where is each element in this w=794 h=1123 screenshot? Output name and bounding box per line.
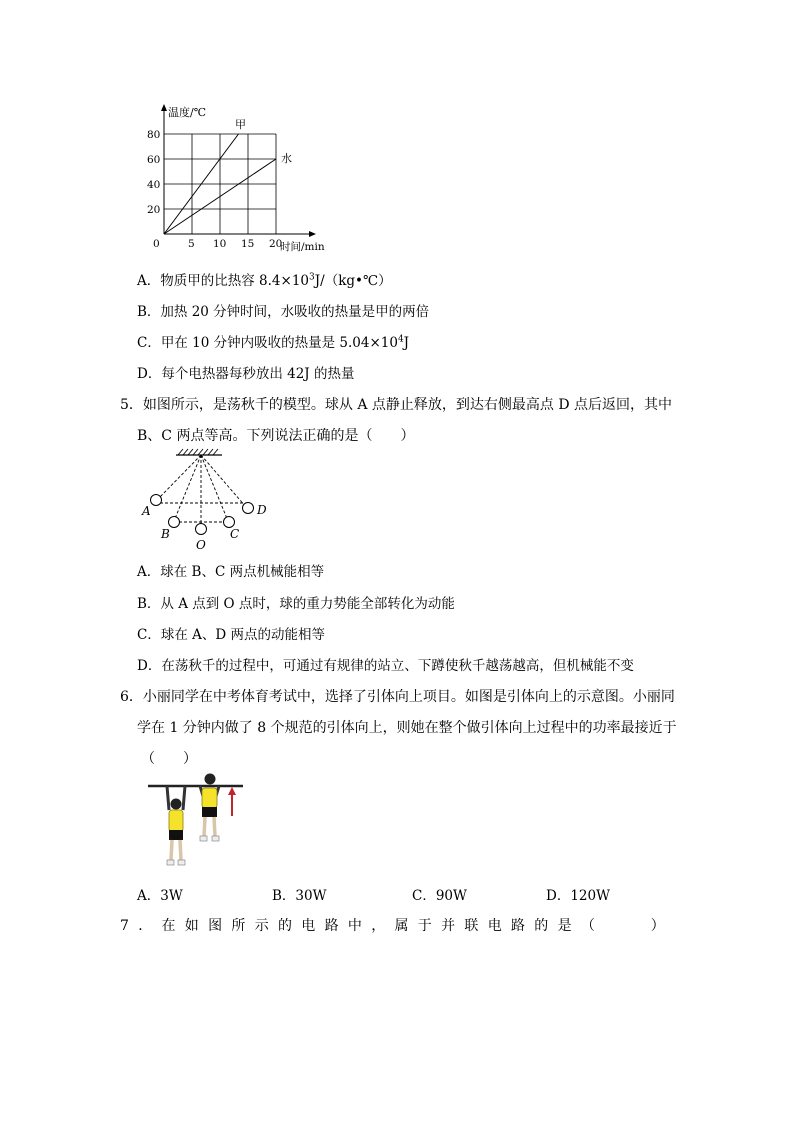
x-tick-label: 10	[213, 238, 227, 250]
q6-option-a: A．3W	[137, 888, 183, 904]
q4-option-c-prefix: C．甲在 10 分钟内吸收的热量是 5.04×10	[137, 335, 398, 351]
y-tick-label: 80	[147, 129, 161, 141]
q6-option-d: D．120W	[546, 888, 610, 904]
x-axis-label: 时间/min	[280, 241, 325, 253]
q4-option-a-prefix: A．物质甲的比热容 8.4×10	[137, 273, 309, 289]
q4-option-c-unit: J	[403, 335, 410, 351]
ball-c	[224, 517, 235, 528]
q4-option-b: B．加热 20 分钟时间，水吸收的热量是甲的两倍	[137, 304, 430, 320]
y-tick-label: 20	[147, 204, 161, 216]
q4-option-d: D．每个电热器每秒放出 42J 的热量	[137, 366, 355, 382]
string-to-a	[158, 455, 201, 499]
q5-option-c: C．球在 A、D 两点的动能相等	[137, 627, 325, 643]
girl-pulled-up	[200, 774, 219, 842]
label-b: B	[161, 527, 170, 541]
string-to-d	[201, 455, 246, 507]
x-tick-label: 20	[269, 238, 283, 250]
q5-option-b: B．从 A 点到 O 点时，球的重力势能全部转化为动能	[137, 596, 455, 612]
label-c: C	[230, 527, 240, 541]
q6-option-c: C．90W	[412, 888, 467, 904]
q6-stem-line3: （ ）	[141, 751, 197, 767]
y-axis-arrow	[161, 104, 167, 111]
label-a: A	[142, 504, 151, 518]
string-to-b	[174, 455, 201, 521]
q5-stem-line2: B、C 两点等高。下列说法正确的是（ ）	[137, 428, 415, 444]
girl-hanging	[167, 786, 185, 865]
up-arrow-icon	[228, 787, 236, 795]
label-d: D	[257, 503, 267, 517]
y-tick-label: 60	[147, 154, 161, 166]
label-o: O	[196, 538, 206, 552]
q5-option-a: A．球在 B、C 两点机械能相等	[137, 564, 325, 580]
q5-option-d: D．在荡秋千的过程中，可通过有规律的站立、下蹲使秋千越荡越高，但机械能不变	[137, 658, 634, 674]
swing-pendulum-diagram	[138, 448, 278, 554]
series-label-jia: 甲	[235, 118, 246, 131]
shirt	[202, 788, 217, 808]
string-to-c	[201, 455, 228, 521]
q4-option-a-exponent: 3	[309, 272, 315, 283]
ball-b	[169, 517, 180, 528]
pull-up-illustration	[145, 770, 250, 878]
y-tick-label: 40	[147, 179, 161, 191]
q4-option-a	[137, 269, 392, 289]
q5-stem-line1: 5．如图所示，是荡秋千的模型。球从 A 点静止释放，到达右侧最高点 D 点后返回，其中	[120, 397, 673, 413]
x-axis-arrow	[309, 231, 316, 237]
q6-stem-line2: 学在 1 分钟内做了 8 个规范的引体向上，则她在整个做引体向上过程中的功率最接近于	[137, 720, 677, 736]
x-tick-label: 15	[241, 238, 255, 250]
q4-option-a-unit: J/（kg•℃）	[314, 273, 392, 289]
x-tick-label: 0	[153, 238, 160, 250]
q6-option-b: B．30W	[272, 888, 327, 904]
x-tick-label: 5	[188, 238, 195, 250]
series-label-water: 水	[281, 152, 292, 165]
ball-a	[151, 495, 162, 506]
y-axis-label: 温度/℃	[168, 106, 207, 119]
q7-stem: 7．在如图所示的电路中，属于并联电路的是（ ）	[120, 918, 675, 934]
q4-option-c	[137, 331, 409, 351]
ball-o	[196, 524, 207, 535]
ceiling-hatch	[178, 449, 218, 455]
shirt	[169, 810, 183, 832]
q6-stem-line1: 6．小丽同学在中考体育考试中，选择了引体向上项目。如图是引体向上的示意图。小丽同	[120, 689, 675, 705]
ball-d	[243, 503, 254, 514]
temperature-time-chart	[140, 100, 350, 255]
q4-option-c-exponent: 4	[397, 334, 404, 345]
